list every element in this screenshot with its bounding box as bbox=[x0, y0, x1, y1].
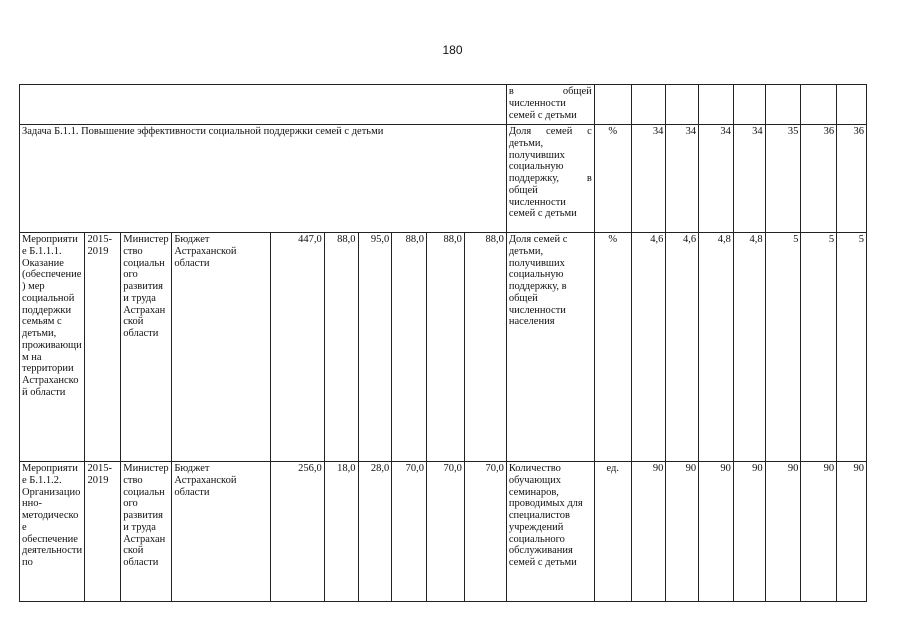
measure-total: 256,0 bbox=[270, 462, 324, 602]
measure-name: Мероприятие Б.1.1.1. Оказание (обеспечение) мер социальной поддержки семьям с детьми, проживающим на территории Астраханской области bbox=[20, 233, 85, 462]
measure-indicator-value: 5 bbox=[801, 233, 837, 462]
measure-year-amount: 88,0 bbox=[464, 233, 506, 462]
measure-year-amount: 70,0 bbox=[427, 462, 465, 602]
empty-cell bbox=[765, 85, 801, 125]
continuation-indicator-cell: в общей численности семей с детьми bbox=[506, 85, 594, 125]
task-value: 34 bbox=[666, 125, 699, 233]
empty-cell bbox=[699, 85, 734, 125]
task-indicator: Доля семей с детьми, получивших социальную поддержку, в общей численности семей с детьми bbox=[506, 125, 594, 233]
measure-row bbox=[20, 462, 867, 602]
measure-indicator-value: 5 bbox=[765, 233, 801, 462]
task-row bbox=[20, 125, 867, 233]
measure-indicator-value: 90 bbox=[733, 462, 765, 602]
task-value: 36 bbox=[801, 125, 837, 233]
empty-merged-cell bbox=[20, 85, 507, 125]
empty-cell bbox=[594, 85, 631, 125]
measure-indicator-value: 90 bbox=[801, 462, 837, 602]
task-value: 36 bbox=[837, 125, 867, 233]
measure-indicator-value: 4,8 bbox=[699, 233, 734, 462]
measure-indicator-value: 5 bbox=[837, 233, 867, 462]
measure-executor: Министерство социального развития и труда Астраханской области bbox=[121, 233, 172, 462]
empty-cell bbox=[666, 85, 699, 125]
measure-indicator-value: 4,6 bbox=[631, 233, 666, 462]
measure-indicator-value: 90 bbox=[631, 462, 666, 602]
empty-cell bbox=[733, 85, 765, 125]
measure-indicator-value: 90 bbox=[699, 462, 734, 602]
measure-indicator-value: 90 bbox=[666, 462, 699, 602]
empty-cell bbox=[837, 85, 867, 125]
measure-period: 2015-2019 bbox=[85, 462, 121, 602]
measure-indicator: Доля семей с детьми, получивших социальную поддержку, в общей численности населения bbox=[506, 233, 594, 462]
empty-cell bbox=[801, 85, 837, 125]
measure-total: 447,0 bbox=[270, 233, 324, 462]
measure-name: Мероприятие Б.1.1.2. Организационно-методическое обеспечение деятельности по bbox=[20, 462, 85, 602]
measure-year-amount: 28,0 bbox=[358, 462, 392, 602]
measure-year-amount: 88,0 bbox=[427, 233, 465, 462]
measure-unit: % bbox=[594, 233, 631, 462]
measure-indicator-value: 90 bbox=[837, 462, 867, 602]
measure-year-amount: 18,0 bbox=[324, 462, 358, 602]
measure-unit: ед. bbox=[594, 462, 631, 602]
task-value: 35 bbox=[765, 125, 801, 233]
measure-indicator-value: 4,8 bbox=[733, 233, 765, 462]
measure-row bbox=[20, 233, 867, 462]
measure-year-amount: 88,0 bbox=[324, 233, 358, 462]
measure-executor: Министерство социального развития и труда Астраханской области bbox=[121, 462, 172, 602]
measure-indicator-value: 90 bbox=[765, 462, 801, 602]
measure-source: Бюджет Астраханской области bbox=[172, 233, 270, 462]
measure-indicator-value: 4,6 bbox=[666, 233, 699, 462]
task-unit: % bbox=[594, 125, 631, 233]
measure-period: 2015-2019 bbox=[85, 233, 121, 462]
task-value: 34 bbox=[733, 125, 765, 233]
program-table bbox=[19, 84, 867, 602]
empty-cell bbox=[631, 85, 666, 125]
continuation-row bbox=[20, 85, 867, 125]
task-title: Задача Б.1.1. Повышение эффективности социальной поддержки семей с детьми bbox=[20, 125, 507, 233]
measure-source: Бюджет Астраханской области bbox=[172, 462, 270, 602]
measure-year-amount: 88,0 bbox=[392, 233, 427, 462]
task-value: 34 bbox=[631, 125, 666, 233]
measure-year-amount: 70,0 bbox=[464, 462, 506, 602]
measure-year-amount: 70,0 bbox=[392, 462, 427, 602]
page-number: 180 bbox=[442, 43, 463, 57]
measure-indicator: Количество обучающих семинаров, проводимых для специалистов учреждений социального обслуживания семей с детьми bbox=[506, 462, 594, 602]
measure-year-amount: 95,0 bbox=[358, 233, 392, 462]
task-value: 34 bbox=[699, 125, 734, 233]
